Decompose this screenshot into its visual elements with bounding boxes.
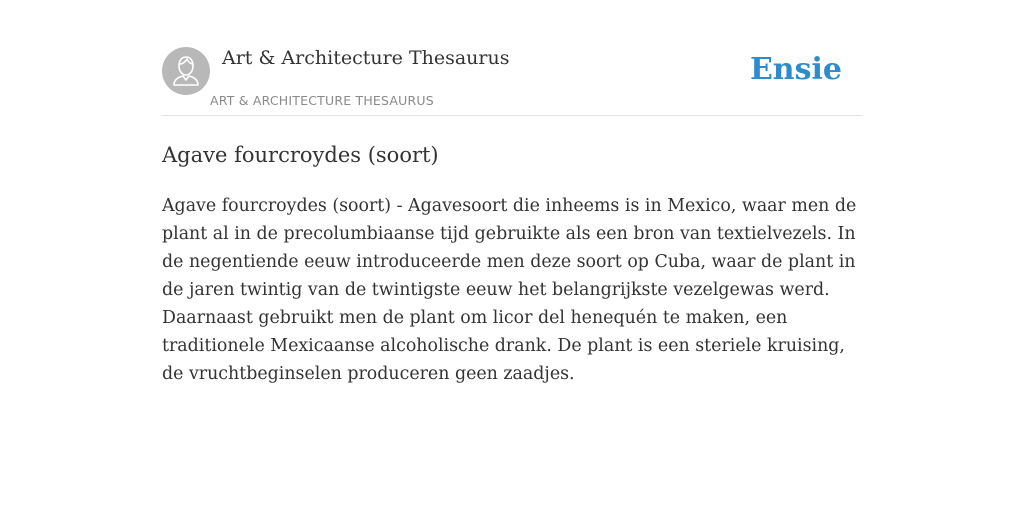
avatar[interactable] (162, 47, 210, 95)
entry-title: Agave fourcroydes (soort) (162, 143, 439, 167)
user-silhouette-icon (162, 47, 210, 95)
source-subtitle: ART & ARCHITECTURE THESAURUS (210, 93, 434, 108)
brand-logo-link[interactable]: Ensie (749, 52, 842, 87)
source-title[interactable]: Art & Architecture Thesaurus (222, 47, 510, 69)
entry-body: Agave fourcroydes (soort) - Agavesoort die inheems is in Mexico, waar men de plant al in de precolumbiaanse tijd gebruikte als een bron van textielvezels. In de negentiende eeuw introduceerde men deze soort op Cuba, waar de plant in de jaren twintig van de twintigste eeuw het belangrijkste vezelgewas werd. Daarnaast gebruikt men de plant om licor del henequén te maken, een traditionele Mexicaanse alcoholische drank. De plant is een steriele kruising, de vruchtbeginselen produceren geen zaadjes. (162, 196, 857, 384)
source-header (162, 44, 862, 116)
